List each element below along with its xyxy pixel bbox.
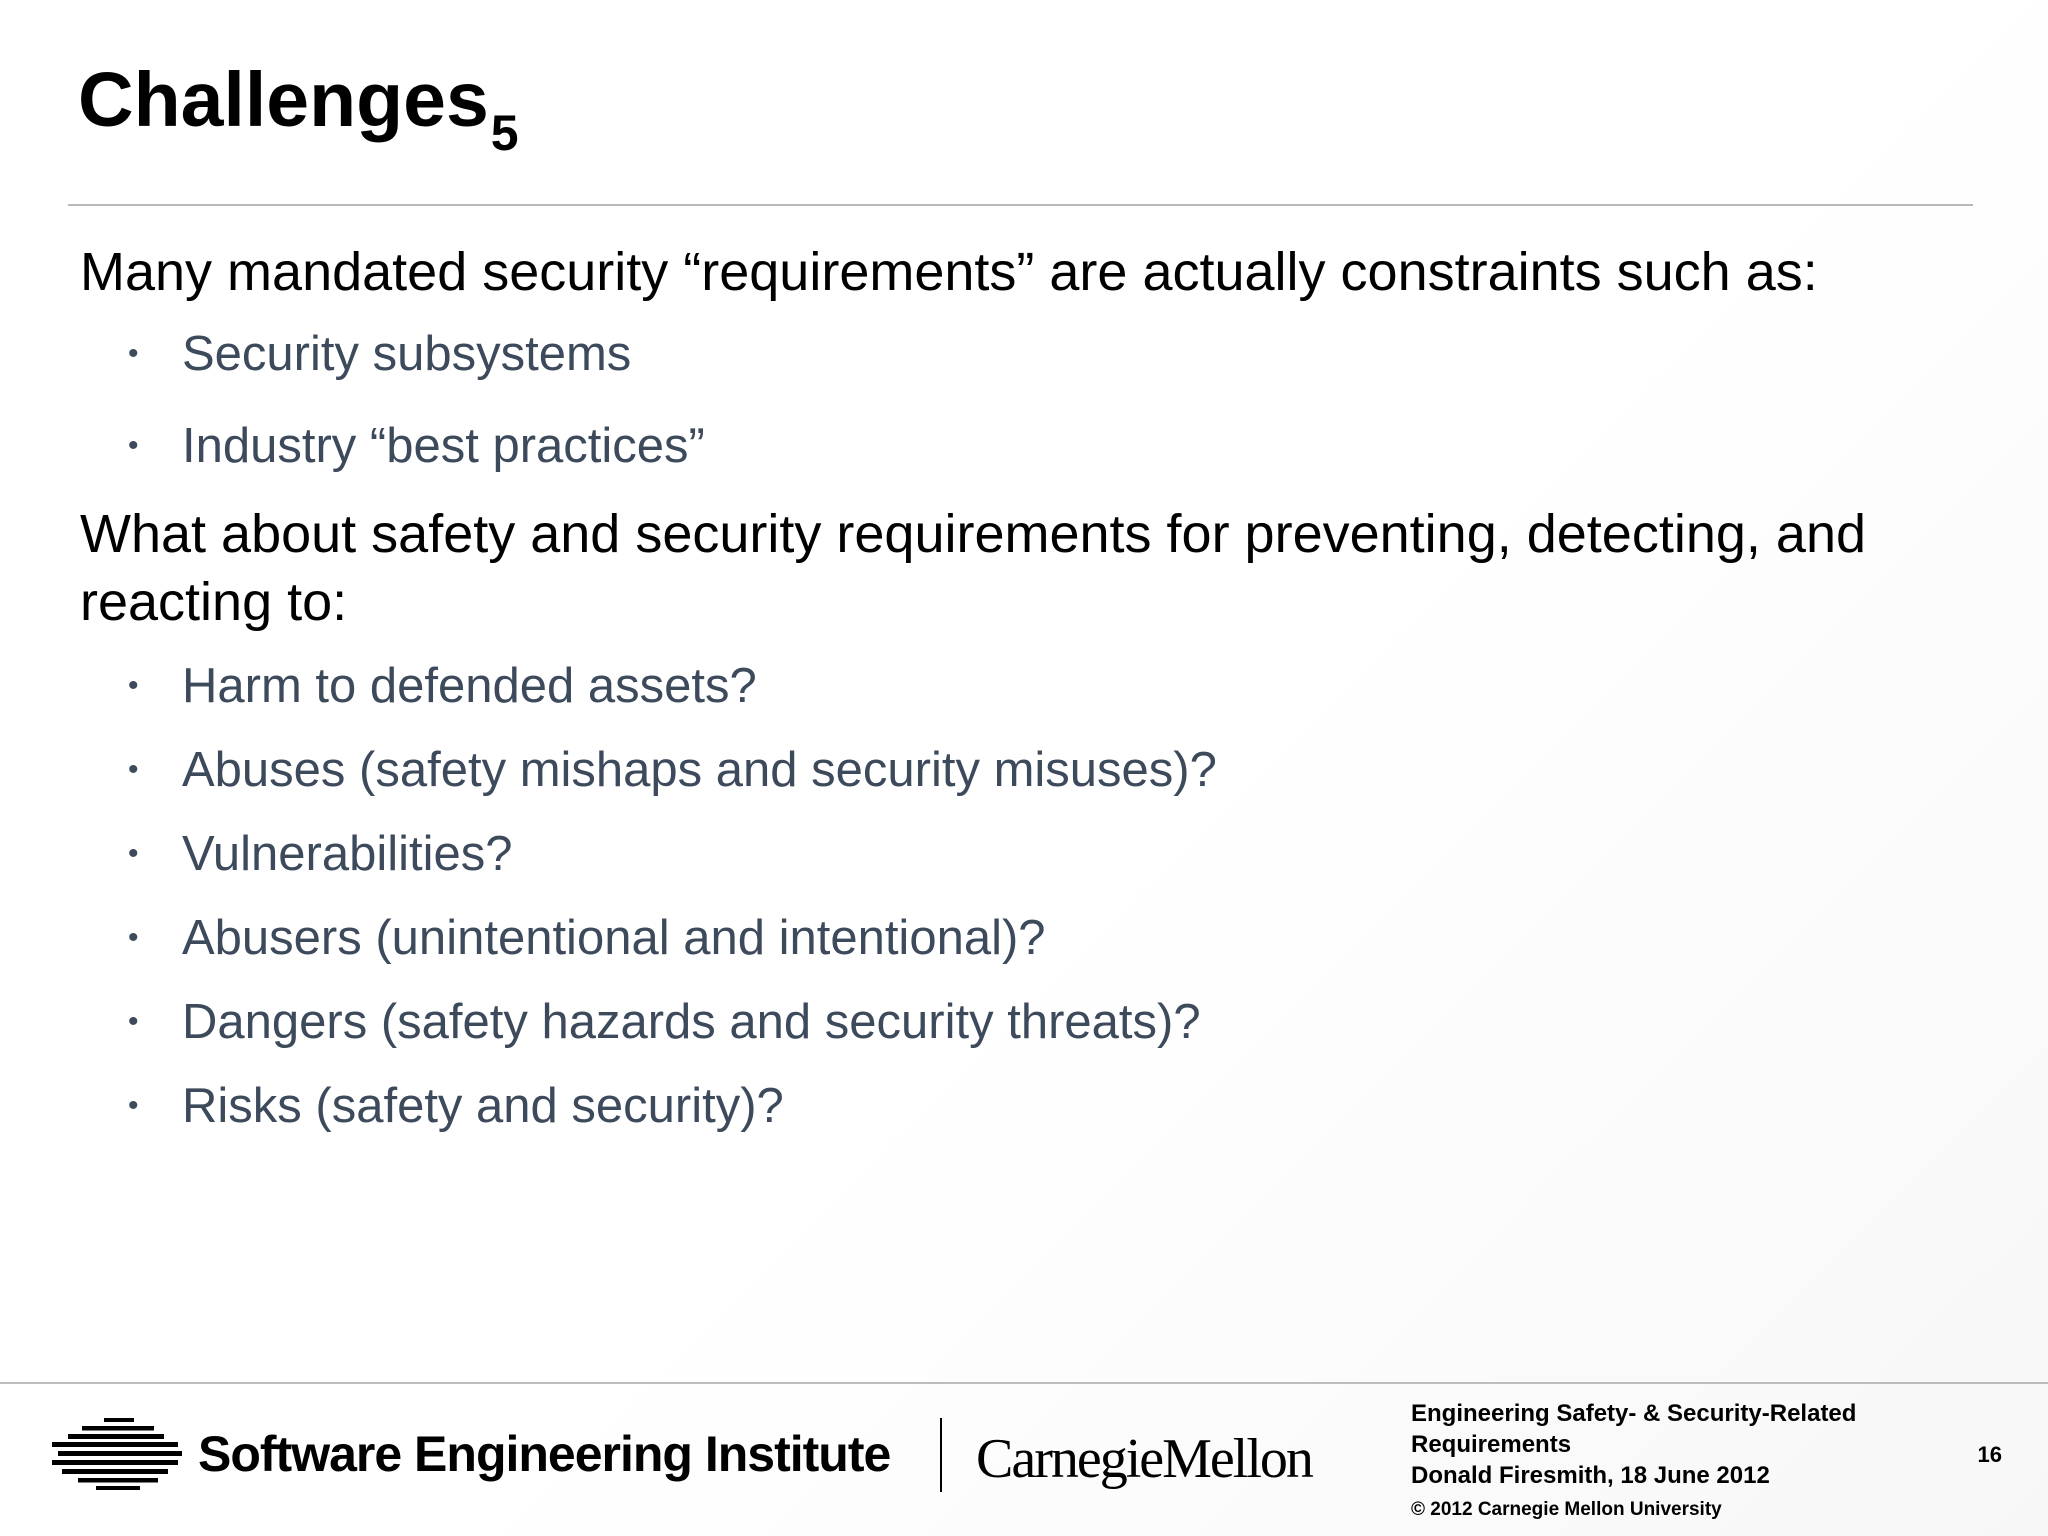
intro-paragraph-2: What about safety and security requirements for preventing, detecting, and reacting to: [80,504,1867,632]
bullet-item [80,740,1980,800]
bullet-text: Abuses (safety mishaps and security misuses)? [182,743,1217,797]
intro-paragraph-1: Many mandated security “requirements” are actually constraints such as: [80,242,1818,302]
slide-title-text: Challenges [78,57,489,143]
bullet-text: Risks (safety and security)? [182,1079,784,1133]
footer-divider [0,1382,2048,1384]
bullet-text: Vulnerabilities? [182,827,513,881]
bullet-dot-icon: • [128,669,139,702]
bullet-text: Industry “best practices” [182,419,705,473]
presentation-title-line1: Engineering Safety- & Security-Related [1411,1400,1857,1427]
bullet-item [80,1076,1980,1136]
sei-wordmark: Software Engineering Institute [198,1426,891,1482]
bullet-item [80,656,1980,716]
slide-title-subscript: 5 [490,105,519,161]
title-divider [68,204,1973,206]
bullet-text: Harm to defended assets? [182,659,757,713]
slide-title [78,57,519,161]
bullet-dot-icon: • [128,1089,139,1122]
bullet-dot-icon: • [128,337,139,370]
bullet-list-2 [80,656,1980,1136]
bullet-item [80,324,1980,384]
bullet-dot-icon: • [128,1005,139,1038]
bullet-item [80,992,1980,1052]
cmu-wordmark: CarnegieMellon [976,1428,1312,1490]
slide-body [80,238,1980,1136]
presentation-title-line2: Requirements [1411,1431,1572,1458]
sei-logo-icon [52,1416,182,1494]
page-number: 16 [1977,1442,2002,1467]
bullet-dot-icon: • [128,837,139,870]
bullet-dot-icon: • [128,429,139,462]
bullet-list-1 [80,324,1980,476]
footer-info [1411,1398,1931,1523]
bullet-text: Security subsystems [182,327,632,381]
bullet-item [80,908,1980,968]
bullet-item [80,416,1980,476]
copyright: © 2012 Carnegie Mellon University [1411,1499,1722,1520]
bullet-item [80,824,1980,884]
bullet-text: Abusers (unintentional and intentional)? [182,911,1046,965]
footer-vertical-divider [940,1418,942,1492]
bullet-dot-icon: • [128,921,139,954]
bullet-text: Dangers (safety hazards and security threats)? [182,995,1201,1049]
bullet-dot-icon: • [128,753,139,786]
author-date: Donald Firesmith, 18 June 2012 [1411,1462,1770,1489]
